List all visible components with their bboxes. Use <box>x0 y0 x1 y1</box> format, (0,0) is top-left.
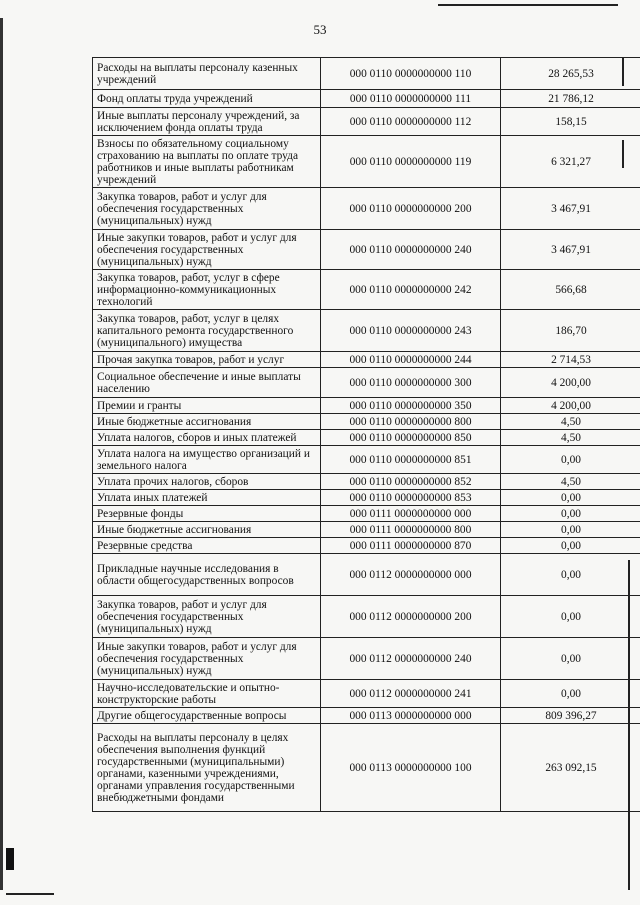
table-row <box>93 368 640 398</box>
row-code: 000 0110 0000000000 200 <box>321 188 501 230</box>
table-row <box>93 724 640 812</box>
row-amount: 0,00 <box>501 490 640 506</box>
row-amount: 4,50 <box>501 430 640 446</box>
row-code: 000 0110 0000000000 850 <box>321 430 501 446</box>
scan-edge-mark-bottom <box>6 848 14 870</box>
table-row <box>93 188 640 230</box>
row-code: 000 0112 0000000000 200 <box>321 596 501 638</box>
row-amount: 0,00 <box>501 596 640 638</box>
row-name: Уплата прочих налогов, сборов <box>93 474 321 490</box>
row-code: 000 0110 0000000000 853 <box>321 490 501 506</box>
row-amount: 4 200,00 <box>501 398 640 414</box>
row-code: 000 0111 0000000000 800 <box>321 522 501 538</box>
table-row <box>93 352 640 368</box>
row-code: 000 0111 0000000000 870 <box>321 538 501 554</box>
row-code: 000 0110 0000000000 119 <box>321 136 501 188</box>
row-name: Научно-исследовательские и опытно-конструкторские работы <box>93 680 321 708</box>
table-row <box>93 506 640 522</box>
row-amount: 0,00 <box>501 506 640 522</box>
row-code: 000 0113 0000000000 100 <box>321 724 501 812</box>
row-name: Закупка товаров, работ и услуг для обеспечения государственных (муниципальных) нужд <box>93 188 321 230</box>
scan-edge-line-bottom <box>6 893 54 895</box>
table-row <box>93 638 640 680</box>
row-amount: 4,50 <box>501 474 640 490</box>
row-name: Иные бюджетные ассигнования <box>93 414 321 430</box>
row-code: 000 0110 0000000000 111 <box>321 90 501 108</box>
row-name: Уплата налога на имущество организаций и земельного налога <box>93 446 321 474</box>
table-row <box>93 398 640 414</box>
row-amount: 4,50 <box>501 414 640 430</box>
table-row <box>93 108 640 136</box>
row-code: 000 0112 0000000000 000 <box>321 554 501 596</box>
row-amount: 0,00 <box>501 538 640 554</box>
row-code: 000 0110 0000000000 350 <box>321 398 501 414</box>
row-name: Иные выплаты персоналу учреждений, за исключением фонда оплаты труда <box>93 108 321 136</box>
row-name: Социальное обеспечение и иные выплаты населению <box>93 368 321 398</box>
row-code: 000 0110 0000000000 112 <box>321 108 501 136</box>
table-row <box>93 522 640 538</box>
table-row <box>93 490 640 506</box>
row-name: Уплата иных платежей <box>93 490 321 506</box>
row-name: Уплата налогов, сборов и иных платежей <box>93 430 321 446</box>
table-row <box>93 538 640 554</box>
row-code: 000 0112 0000000000 240 <box>321 638 501 680</box>
row-code: 000 0110 0000000000 800 <box>321 414 501 430</box>
row-amount: 0,00 <box>501 638 640 680</box>
table-row <box>93 310 640 352</box>
row-code: 000 0110 0000000000 243 <box>321 310 501 352</box>
row-name: Иные закупки товаров, работ и услуг для обеспечения государственных (муниципальных) нужд <box>93 230 321 270</box>
row-amount: 3 467,91 <box>501 188 640 230</box>
row-name: Прикладные научные исследования в области общегосударственных вопросов <box>93 554 321 596</box>
row-amount: 0,00 <box>501 446 640 474</box>
scan-edge-line-top <box>438 4 618 6</box>
scan-edge-left <box>0 18 3 890</box>
row-code: 000 0110 0000000000 244 <box>321 352 501 368</box>
row-name: Взносы по обязательному социальному страхованию на выплаты по оплате труда работников и иные выплаты работникам учреждений <box>93 136 321 188</box>
table-row <box>93 90 640 108</box>
table-row <box>93 708 640 724</box>
table-row <box>93 680 640 708</box>
row-name: Закупка товаров, работ и услуг для обеспечения государственных (муниципальных) нужд <box>93 596 321 638</box>
row-name: Закупка товаров, работ, услуг в сфере информационно-коммуникационных технологий <box>93 270 321 310</box>
table-row <box>93 474 640 490</box>
row-name: Другие общегосударственные вопросы <box>93 708 321 724</box>
row-amount: 28 265,53 <box>501 58 640 90</box>
row-name: Фонд оплаты труда учреждений <box>93 90 321 108</box>
row-amount: 0,00 <box>501 522 640 538</box>
row-name: Расходы на выплаты персоналу казенных учреждений <box>93 58 321 90</box>
row-amount: 186,70 <box>501 310 640 352</box>
row-code: 000 0111 0000000000 000 <box>321 506 501 522</box>
budget-table <box>92 57 640 812</box>
row-amount: 4 200,00 <box>501 368 640 398</box>
row-code: 000 0110 0000000000 240 <box>321 230 501 270</box>
table-row <box>93 230 640 270</box>
row-name: Резервные средства <box>93 538 321 554</box>
row-name: Прочая закупка товаров, работ и услуг <box>93 352 321 368</box>
row-amount: 809 396,27 <box>501 708 640 724</box>
row-amount: 566,68 <box>501 270 640 310</box>
table-row <box>93 446 640 474</box>
row-amount: 3 467,91 <box>501 230 640 270</box>
row-amount: 2 714,53 <box>501 352 640 368</box>
row-amount: 21 786,12 <box>501 90 640 108</box>
row-name: Расходы на выплаты персоналу в целях обеспечения выполнения функций государственными (муниципальными) органами, казенными учреждениями, органами управления государственными внебюджетными фондами <box>93 724 321 812</box>
row-name: Резервные фонды <box>93 506 321 522</box>
row-name: Иные закупки товаров, работ и услуг для обеспечения государственных (муниципальных) нужд <box>93 638 321 680</box>
row-code: 000 0110 0000000000 851 <box>321 446 501 474</box>
row-amount: 0,00 <box>501 554 640 596</box>
row-code: 000 0113 0000000000 000 <box>321 708 501 724</box>
page-number: 53 <box>313 22 327 37</box>
table-row <box>93 58 640 90</box>
table-row <box>93 554 640 596</box>
row-name: Закупка товаров, работ, услуг в целях капитального ремонта государственного (муниципального) имущества <box>93 310 321 352</box>
table-row <box>93 414 640 430</box>
table-row <box>93 270 640 310</box>
row-amount: 263 092,15 <box>501 724 640 812</box>
row-code: 000 0110 0000000000 852 <box>321 474 501 490</box>
row-amount: 0,00 <box>501 680 640 708</box>
row-code: 000 0110 0000000000 242 <box>321 270 501 310</box>
table-row <box>93 596 640 638</box>
row-name: Иные бюджетные ассигнования <box>93 522 321 538</box>
table-row <box>93 136 640 188</box>
table-row <box>93 430 640 446</box>
row-amount: 158,15 <box>501 108 640 136</box>
row-amount: 6 321,27 <box>501 136 640 188</box>
row-code: 000 0110 0000000000 110 <box>321 58 501 90</box>
row-code: 000 0110 0000000000 300 <box>321 368 501 398</box>
row-code: 000 0112 0000000000 241 <box>321 680 501 708</box>
row-name: Премии и гранты <box>93 398 321 414</box>
